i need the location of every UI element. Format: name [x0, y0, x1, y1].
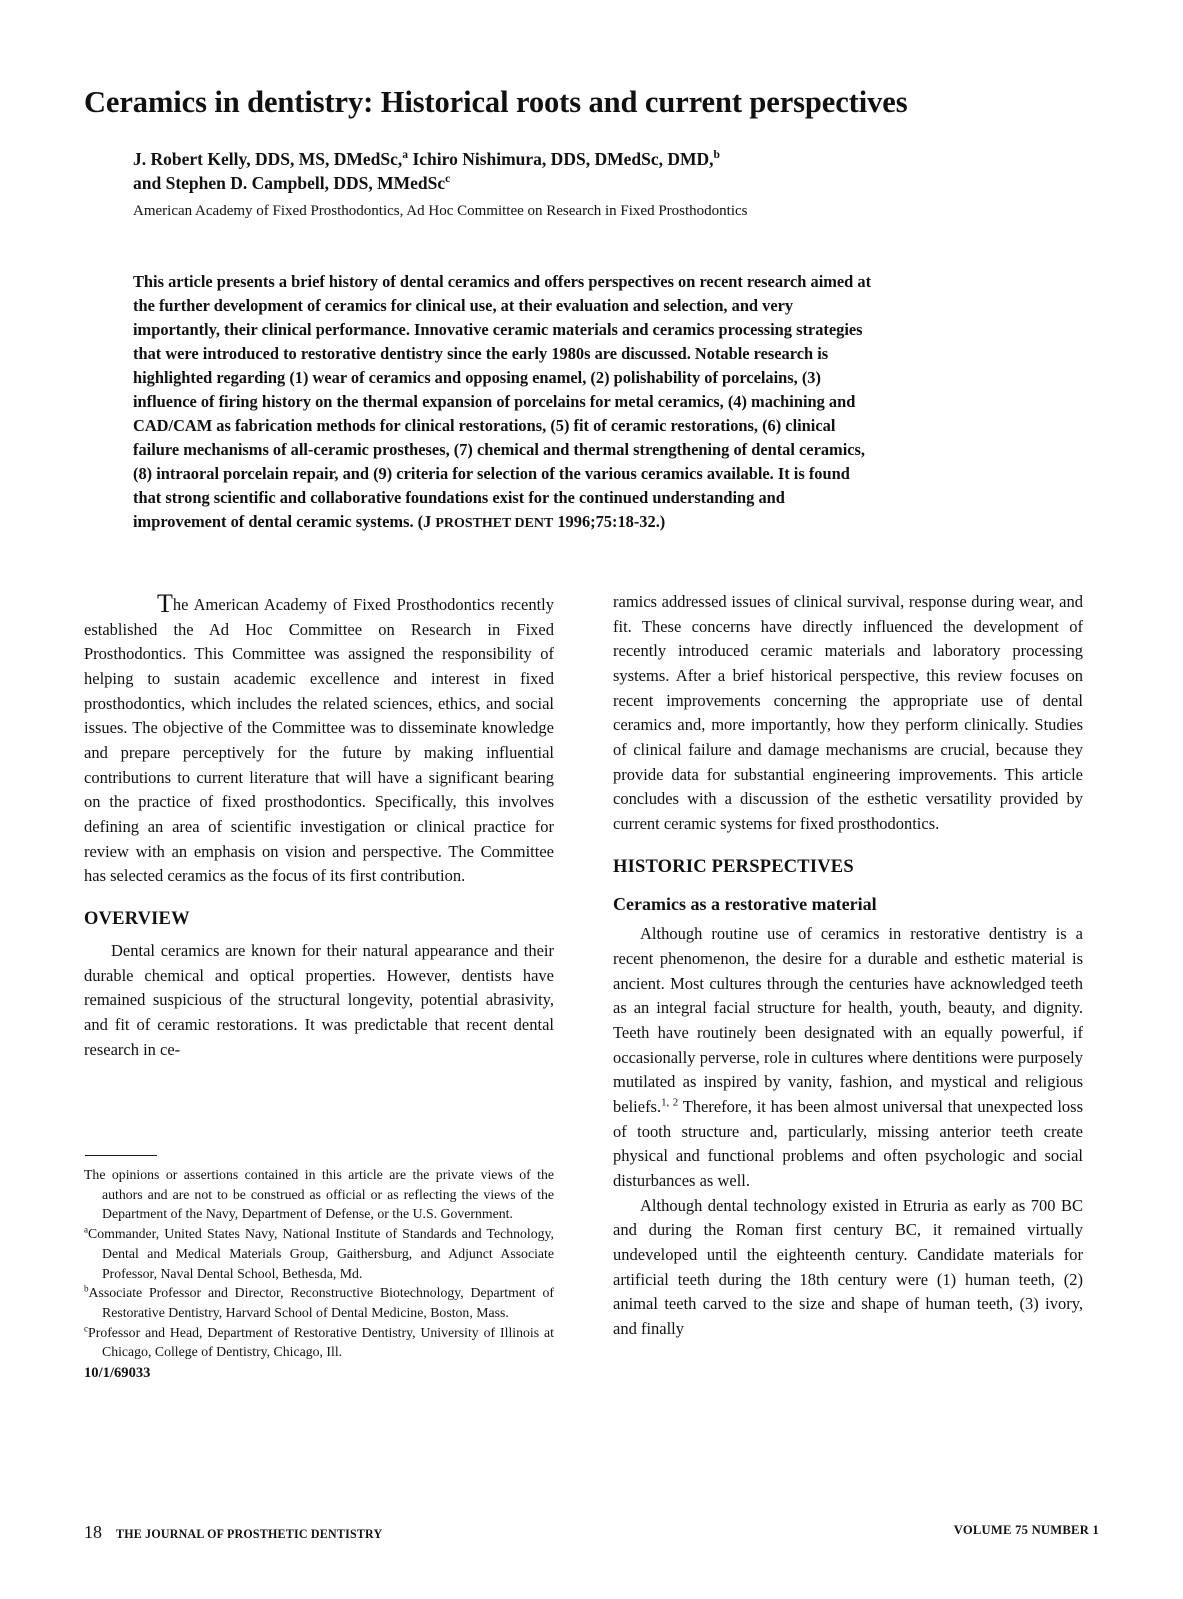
- footnote-b-text: Associate Professor and Director, Reconstructive Biotechnology, Department of Restorative Dentistry, Harvard School of Dental Medicine, Boston, Mass.: [88, 1285, 554, 1321]
- intro-paragraph: [84, 590, 554, 889]
- subheading-ceramics-restorative-material: Ceramics as a restorative material: [613, 893, 877, 914]
- footnote-c-text: Professor and Head, Department of Restorative Dentistry, University of Illinois at Chicago, College of Dentistry, Chicago, Ill.: [88, 1324, 554, 1360]
- heading-overview: OVERVIEW: [84, 908, 190, 929]
- footnote-disclaimer: The opinions or assertions contained in this article are the private views of the authors and are not to be construed as official or as reflecting the views of the Department of the Navy, Department of Defense, or the U.S. Government.: [84, 1167, 554, 1222]
- footnote-separator-rule: [85, 1155, 157, 1156]
- author-nishimura: Ichiro Nishimura, DDS, DMedSc, DMD,: [408, 149, 714, 169]
- footnote-c-marker: c: [84, 1323, 89, 1334]
- historic-paragraph-1-part-1: Although routine use of ceramics in restorative dentistry is a recent phenomenon, the desire for a durable and esthetic material is ancient. Most cultures through the centuries have acknowledged teeth as an integral facial structure for health, youth, beauty, and dignity. Teeth have routinely been designated with an equally powerful, if occasionally perverse, role in cultures where dentitions were purposely mutilated as inspired by vanity, fashion, and mystical and religious beliefs.: [613, 924, 1083, 1116]
- article-title: Ceramics in dentistry: Historical roots and current perspectives: [84, 85, 908, 119]
- body-column-left: [84, 590, 554, 1062]
- historic-paragraph-2: Although dental technology existed in Etruria as early as 700 BC and during the Roman first century BC, it remained virtually undeveloped until the eighteenth century. Candidate materials for artificial teeth during the 18th century were (1) human teeth, (2) animal teeth carved to the size and shape of human teeth, (3) ivory, and finally: [613, 1195, 1083, 1338]
- author-campbell-affiliation-marker: c: [445, 172, 451, 185]
- drop-cap: T: [157, 589, 173, 618]
- author-nishimura-affiliation-marker: b: [713, 149, 720, 162]
- institutional-affiliation: American Academy of Fixed Prosthodontics, Ad Hoc Committee on Research in Fixed Prosthodontics: [133, 203, 748, 219]
- historic-paragraph-1-part-2: Therefore, it has been almost universal that unexpected loss of tooth structure and, particularly, missing anterior teeth create physical and functional problems and often psychologic and social disturbances as well.: [613, 1096, 1084, 1190]
- author-line-1: [133, 148, 893, 172]
- abstract-citation-reference: 1996;75:18-32.): [553, 512, 666, 532]
- page-footer: [84, 1522, 1099, 1544]
- footnote-b-marker: b: [84, 1283, 89, 1294]
- author-byline: [133, 148, 893, 196]
- footnote-a-marker: a: [84, 1224, 89, 1235]
- footnote-b: [84, 1283, 554, 1322]
- footnote-c: [84, 1323, 554, 1362]
- abstract-text: This article presents a brief history of dental ceramics and offers perspectives on recent research aimed at the further development of ceramics for clinical use, at their evaluation and selection, and very importantly, their clinical performance. Innovative ceramic materials and ceramics processing strategies that were introduced to restorative dentistry since the early 1980s are discussed. Notable research is highlighted regarding (1) wear of ceramics and opposing enamel, (2) polishability of porcelains, (3) influence of firing history on the thermal expansion of porcelains for metal ceramics, (4) machining and CAD/CAM as fabrication methods for clinical restorations, (5) fit of ceramic restorations, (6) clinical failure mechanisms of all-ceramic prostheses, (7) chemical and thermal strengthening of dental ceramics, (8) intraoral porcelain repair, and (9) criteria for selection of the various ceramics available. It is found that strong scientific and collaborative foundations exist for the continued understanding and improvement of dental ceramic systems. (J: [133, 272, 872, 532]
- heading-historic-perspectives: HISTORIC PERSPECTIVES: [613, 856, 854, 877]
- page-number: 18: [84, 1522, 102, 1542]
- citation-reference-marker: 1, 2: [661, 1096, 679, 1109]
- author-kelly: J. Robert Kelly, DDS, MS, DMedSc,: [133, 149, 403, 169]
- author-line-2: [133, 172, 893, 196]
- abstract: [133, 270, 875, 535]
- footnote-a: [84, 1224, 554, 1283]
- body-column-right: [613, 590, 1083, 1342]
- historic-paragraph-1: [613, 922, 1083, 1193]
- author-kelly-affiliation-marker: a: [402, 149, 409, 162]
- article-code: 10/1/69033: [84, 1365, 151, 1382]
- footer-left-group: [84, 1522, 406, 1543]
- abstract-citation-journal: PROSTHET DENT: [435, 516, 554, 532]
- overview-paragraph: Dental ceramics are known for their natural appearance and their durable chemical and optical properties. However, dentists have remained suspicious of the structural longevity, potential abrasivity, and fit of ceramic restorations. It was predictable that recent dental research in ce-: [84, 941, 554, 1059]
- footnote-a-text: Commander, United States Navy, National Institute of Standards and Technology, Dental and Medical Materials Group, Gaithersburg, and Adjunct Associate Professor, Naval Dental School, Bethesda, Md.: [88, 1226, 554, 1281]
- footnotes-block: [84, 1155, 554, 1384]
- author-campbell: and Stephen D. Campbell, DDS, MMedSc: [133, 172, 446, 193]
- journal-name: THE JOURNAL OF PROSTHETIC DENTISTRY: [116, 1526, 383, 1541]
- continued-paragraph: ramics addressed issues of clinical survival, response during wear, and fit. These concerns have directly influenced the development of recently introduced ceramic materials and laboratory processing systems. After a brief historical perspective, this review focuses on recent improvements concerning the appropriate use of dental ceramics and, more importantly, how they perform clinically. Studies of clinical failure and damage mechanisms are crucial, because they provide data for substantial engineering improvements. This article concludes with a discussion of the esthetic versatility provided by current ceramic systems for fixed prosthodontics.: [613, 592, 1083, 833]
- intro-paragraph-text: he American Academy of Fixed Prosthodontics recently established the Ad Hoc Committee on Research in Fixed Prosthodontics. This Committee was assigned the responsibility of helping to sustain academic excellence and interest in fixed prosthodontics, which includes the related sciences, ethics, and social issues. The objective of the Committee was to disseminate knowledge and prepare perceptively for the future by making influential contributions to current literature that will have a significant bearing on the practice of fixed prosthodontics. Specifically, this involves defining an area of scientific investigation or clinical practice for review with an emphasis on vision and perspective. The Committee has selected ceramics as the focus of its first contribution.: [84, 595, 554, 886]
- volume-issue: VOLUME 75 NUMBER 1: [953, 1523, 1099, 1537]
